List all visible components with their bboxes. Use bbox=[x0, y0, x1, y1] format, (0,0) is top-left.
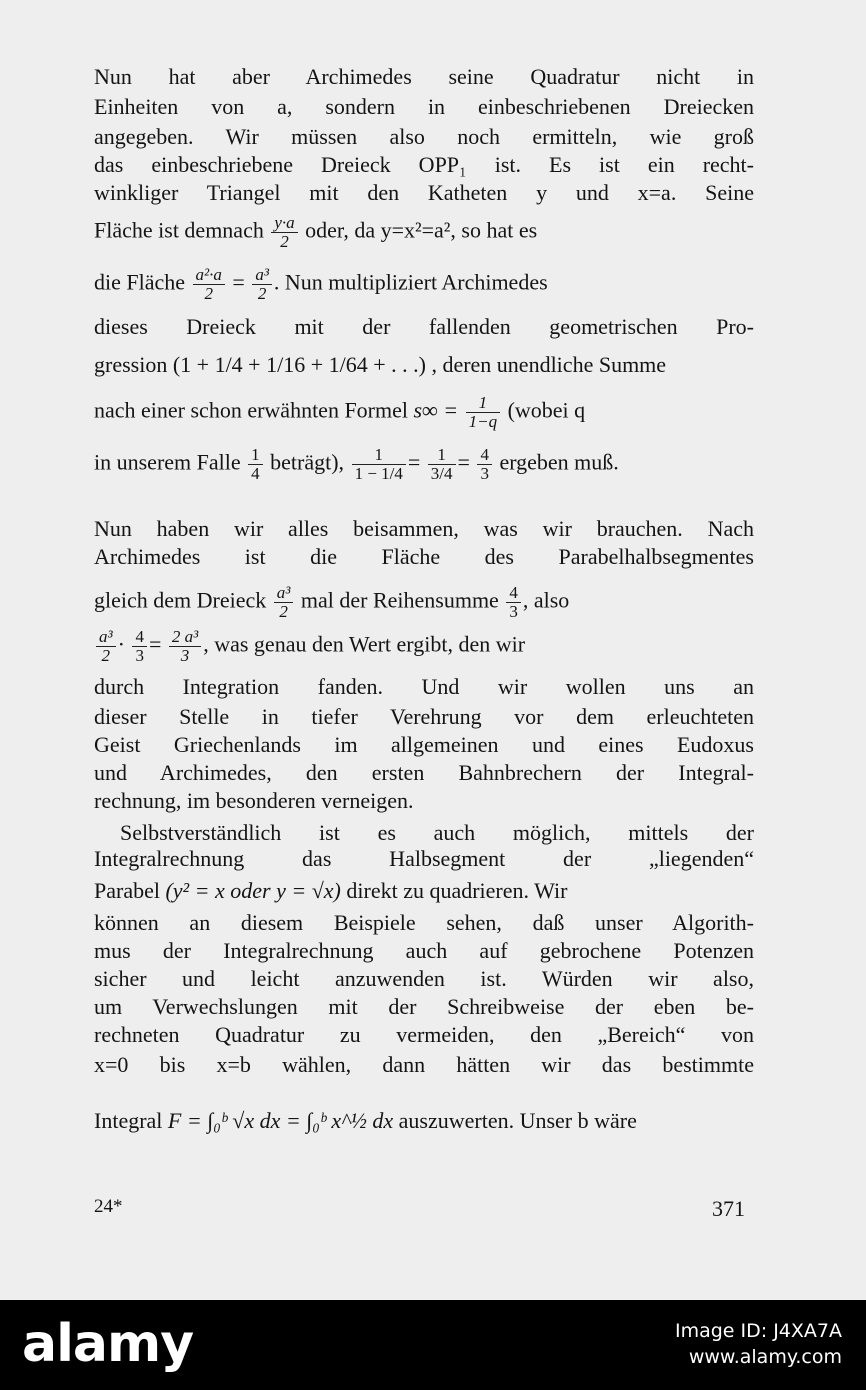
text-line: Einheiten von a, sondern in einbeschriebenen Dreiecken bbox=[94, 94, 754, 119]
text-segment: die Fläche bbox=[94, 269, 186, 295]
text-line-with-fraction bbox=[94, 214, 754, 251]
text-line: dieses Dreieck mit der fallenden geometrischen Pro- bbox=[94, 314, 754, 339]
text-line: können an diesem Beispiele sehen, daß unser Algorith- bbox=[94, 910, 754, 935]
text-line: sicher und leicht anzuwenden ist. Würden wir also, bbox=[94, 966, 754, 991]
text-line-with-formula: nach einer schon erwähnten Formel s∞ = $\frac{1}{1-q}$ (wobei q bbox=[94, 393, 586, 431]
text-line: rechneten Quadratur zu vermeiden, den „Bereich“ von bbox=[94, 1022, 754, 1047]
image-id: Image ID: J4XA7A bbox=[674, 1320, 842, 1342]
signature-mark: 24* bbox=[94, 1196, 123, 1217]
text-line-with-fraction: in unserem Falle $\frac{1}{4}$ beträgt), $\frac{1}{1 - 1/4}$ = $\frac{1}{3/4}$ = $\frac{4}{3}$ ergeben muß. bbox=[94, 445, 619, 483]
fraction-quarter: $\frac{1}{4}$ bbox=[248, 446, 263, 483]
brand-logo: alamy bbox=[22, 1314, 194, 1374]
text-line: mus der Integralrechnung auch auf gebrochene Potenzen bbox=[94, 938, 754, 963]
text-line: Integralrechnung das Halbsegment der „liegenden“ bbox=[94, 846, 754, 871]
text-line-with-fraction: $\frac{\text{a³}}{2}$ · $\frac{4}{3}$ = $\frac{\text{2 a³}}{3}$ , was genau den Wert ergibt, den wir bbox=[94, 628, 754, 665]
image-id-block bbox=[675, 1318, 842, 1370]
text-line-with-fraction: die Fläche $\frac{\text{a²·a}}{2}$ = $\frac{\text{a³}}{2}$ . Nun multipliziert Archimedes bbox=[94, 265, 548, 303]
text-line-with-series: gression (1 + 1/4 + 1/16 + 1/64 + . . .) , deren unendliche Summe bbox=[94, 352, 667, 377]
fraction-m1: $\frac{\text{a³}}{2}$ bbox=[96, 628, 116, 665]
watermark-bar bbox=[0, 1300, 866, 1390]
fraction-c3: $\frac{4}{3}$ bbox=[477, 446, 492, 483]
fraction-c1: $\frac{1}{1 - 1/4}$ bbox=[352, 446, 406, 483]
fraction-c2: $\frac{1}{3/4}$ bbox=[428, 446, 456, 483]
fraction-a3-2: $\frac{\text{a³}}{2}$ bbox=[274, 584, 294, 621]
geometric-series: (1 + 1/4 + 1/16 + 1/64 + . . .) bbox=[172, 352, 426, 377]
fraction-sum-formula: $\frac{1}{1-q}$ bbox=[466, 394, 500, 431]
text-line: Geist Griechenlands im allgemeinen und eines Eudoxus bbox=[94, 732, 754, 757]
text-line: Archimedes ist die Fläche des Parabelhalbsegmentes bbox=[94, 544, 754, 569]
text-line: und Archimedes, den ersten Bahnbrechern der Integral- bbox=[94, 760, 754, 785]
text-line-with-integral: Integral F = ∫₀ᵇ √x dx = ∫₀ᵇ x^½ dx auszuwerten. Unser b wäre bbox=[94, 1108, 637, 1133]
text-line: das einbeschriebene Dreieck OPP₁ ist. Es ist ein recht- bbox=[94, 152, 754, 177]
fraction-m2: $\frac{4}{3}$ bbox=[132, 628, 147, 665]
text-segment: Fläche ist demnach bbox=[94, 217, 264, 243]
fraction-reihensumme: $\frac{4}{3}$ bbox=[506, 584, 521, 621]
text-line: Nun haben wir alles beisammen, was wir brauchen. Nach bbox=[94, 516, 754, 541]
fraction-ya: $\frac{y\cdot a}{2}$ bbox=[271, 214, 297, 251]
fraction-m3: $\frac{\text{2 a³}}{3}$ bbox=[169, 628, 201, 665]
text-segment: oder, da y=x²=a², so hat es bbox=[305, 217, 538, 243]
text-line-with-fraction: gleich dem Dreieck $\frac{\text{a³}}{2}$ mal der Reihensumme $\frac{4}{3}$ , also bbox=[94, 583, 570, 621]
text-line: um Verwechslungen mit der Schreibweise der eben be- bbox=[94, 994, 754, 1019]
text-segment: Nun multipliziert Archimedes bbox=[284, 269, 548, 295]
text-line-with-formula: Parabel (y² = x oder y = √x) direkt zu quadrieren. Wir bbox=[94, 878, 568, 903]
text-line: rechnung, im besonderen verneigen. bbox=[94, 788, 414, 813]
text-line: x=0 bis x=b wählen, dann hätten wir das bestimmte bbox=[94, 1052, 754, 1077]
site-url: www.alamy.com bbox=[688, 1346, 842, 1368]
fraction-a2a: $\frac{\text{a²·a}}{2}$ bbox=[193, 266, 225, 303]
text-line: dieser Stelle in tiefer Verehrung vor dem erleuchteten bbox=[94, 704, 754, 729]
text-line: winkliger Triangel mit den Katheten y und x=a. Seine bbox=[94, 180, 754, 205]
page-number: 371 bbox=[712, 1196, 745, 1221]
parabel-formula: (y² = x oder y = √x) bbox=[165, 878, 341, 903]
integral-formula: F = ∫₀ᵇ √x dx = ∫₀ᵇ x^½ dx bbox=[167, 1108, 394, 1133]
text-line: durch Integration fanden. Und wir wollen uns an bbox=[94, 674, 754, 699]
fraction-a3: $\frac{\text{a³}}{2}$ bbox=[252, 266, 272, 303]
text-line: angegeben. Wir müssen also noch ermitteln, wie groß bbox=[94, 124, 754, 149]
text-line: Selbstverständlich ist es auch möglich, mittels der bbox=[120, 820, 754, 845]
text-line: Nun hat aber Archimedes seine Quadratur nicht in bbox=[94, 64, 754, 89]
